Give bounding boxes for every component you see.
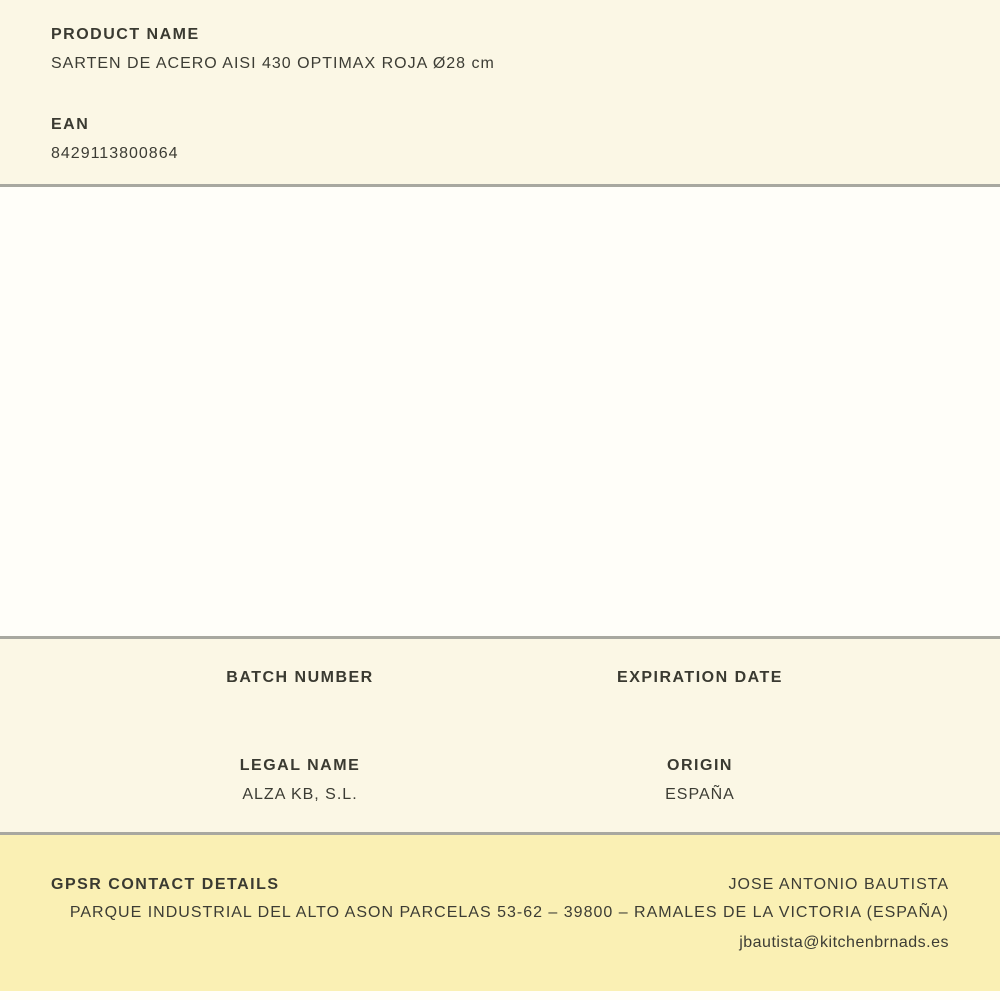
legal-name-field xyxy=(100,758,500,806)
origin-label: ORIGIN xyxy=(667,757,733,774)
legal-name-label: LEGAL NAME xyxy=(239,757,361,774)
batch-number-value xyxy=(100,698,500,718)
origin-value: ESPAÑA xyxy=(665,786,735,803)
gpsr-title: GPSR CONTACT DETAILS xyxy=(51,876,280,893)
details-section xyxy=(0,639,1000,835)
product-name-value: SARTEN DE ACERO AISI 430 OPTIMAX ROJA Ø28 cm xyxy=(51,55,495,72)
expiration-date-value xyxy=(500,698,900,718)
product-name-field xyxy=(51,27,949,72)
empty-image-area xyxy=(0,187,1000,639)
gpsr-contact-section xyxy=(0,835,1000,991)
ean-label: EAN xyxy=(51,116,90,133)
gpsr-address: PARQUE INDUSTRIAL DEL ALTO ASON PARCELAS 53-62 – 39800 – RAMALES DE LA VICTORIA (ESPAÑA) xyxy=(69,904,949,921)
details-grid xyxy=(100,670,900,806)
expiration-date-field xyxy=(500,670,900,718)
ean-value: 8429113800864 xyxy=(51,145,179,162)
legal-name-value: ALZA KB, S.L. xyxy=(242,786,358,803)
batch-number-label: BATCH NUMBER xyxy=(226,669,374,686)
ean-field xyxy=(51,117,949,162)
gpsr-contact-name: JOSE ANTONIO BAUTISTA xyxy=(728,876,949,893)
origin-field xyxy=(500,758,900,806)
gpsr-email: jbautista@kitchenbrnads.es xyxy=(739,934,949,951)
gpsr-header-row xyxy=(51,876,949,893)
batch-number-field xyxy=(100,670,500,718)
product-name-label: PRODUCT NAME xyxy=(51,26,200,43)
expiration-date-label: EXPIRATION DATE xyxy=(617,669,783,686)
product-info-section xyxy=(0,0,1000,187)
